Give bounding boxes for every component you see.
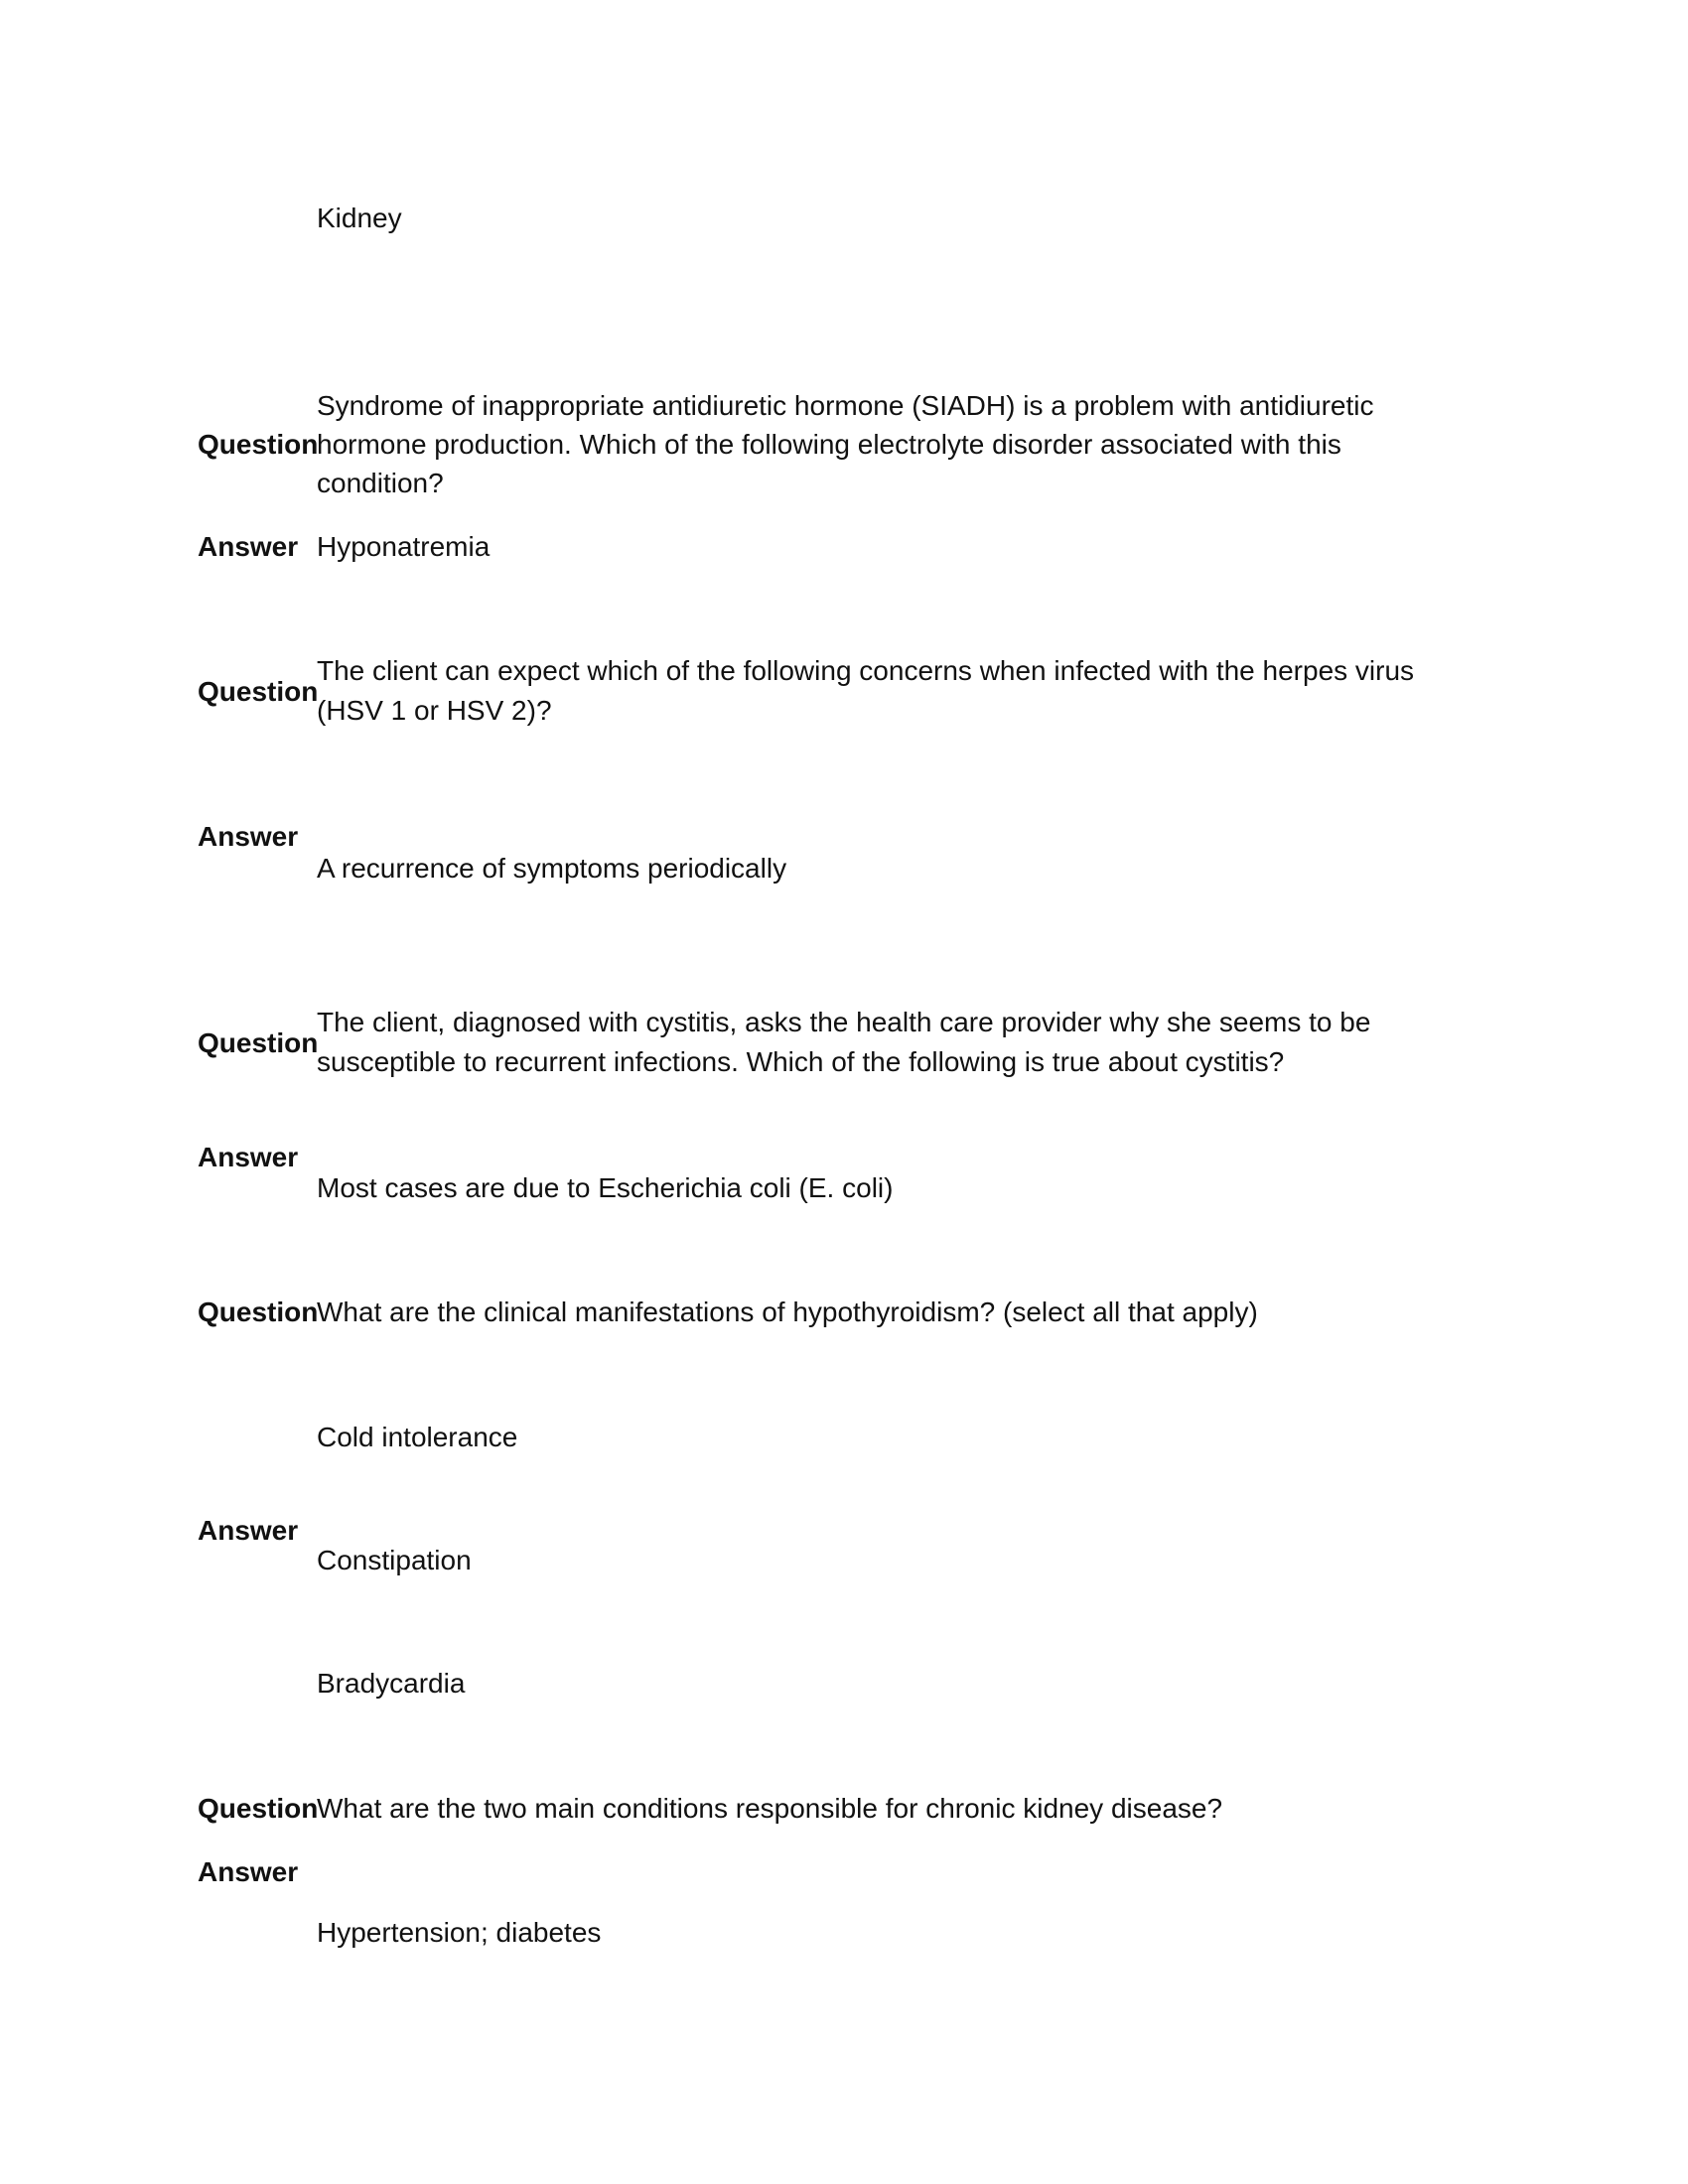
answer-label: Answer	[198, 1856, 299, 1887]
question-text-line: The client can expect which of the following concerns when infected with the herpes virus	[317, 655, 1415, 686]
answer-text: Most cases are due to Escherichia coli (E. coli)	[317, 1172, 894, 1203]
question-text-line: susceptible to recurrent infections. Which of the following is true about cystitis?	[317, 1046, 1285, 1077]
answer-text: Kidney	[317, 203, 402, 233]
answer-label: Answer	[198, 1515, 299, 1546]
question-label: Question	[198, 1297, 319, 1327]
answer-text: Cold intolerance	[317, 1422, 518, 1452]
question-label: Question	[198, 1793, 319, 1824]
answer-label: Answer	[198, 821, 299, 852]
question-text-line: hormone production. Which of the following electrolyte disorder associated with this	[317, 429, 1341, 460]
question-text-line: Syndrome of inappropriate antidiuretic hormone (SIADH) is a problem with antidiuretic	[317, 390, 1374, 421]
answer-text: A recurrence of symptoms periodically	[317, 853, 787, 884]
question-label: Question	[198, 1027, 319, 1058]
question-text-line: What are the clinical manifestations of hypothyroidism? (select all that apply)	[317, 1297, 1258, 1327]
answer-label: Answer	[198, 531, 299, 562]
question-text-line: (HSV 1 or HSV 2)?	[317, 695, 552, 726]
answer-text: Hypertension; diabetes	[317, 1917, 602, 1948]
question-text-line: What are the two main conditions responsible for chronic kidney disease?	[317, 1793, 1223, 1824]
answer-text: Hyponatremia	[317, 531, 491, 562]
question-text-line: The client, diagnosed with cystitis, asks the health care provider why she seems to be	[317, 1007, 1371, 1037]
answer-text: Constipation	[317, 1545, 472, 1575]
question-label: Question	[198, 676, 319, 707]
answer-text: Bradycardia	[317, 1668, 466, 1699]
question-text-line: condition?	[317, 468, 444, 498]
question-label: Question	[198, 429, 319, 460]
answer-label: Answer	[198, 1142, 299, 1172]
